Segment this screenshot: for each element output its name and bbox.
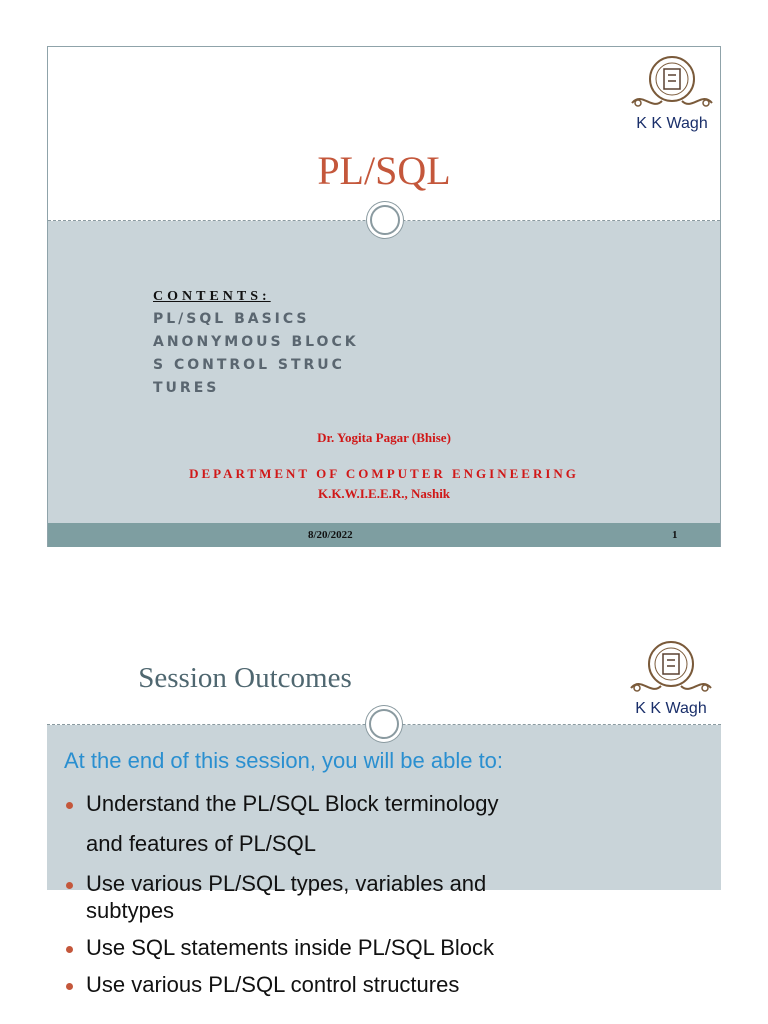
department-name: DEPARTMENT OF COMPUTER ENGINEERING <box>189 466 579 481</box>
crest-icon <box>627 636 715 700</box>
bullet-dot-icon <box>66 983 73 990</box>
bullet-dot-icon <box>66 882 73 889</box>
contents-list <box>153 285 359 400</box>
list-item-line: Use various PL/SQL control structures <box>86 972 460 997</box>
slide-title: Session Outcomes <box>138 662 352 694</box>
list-item-line: and features of PL/SQL <box>86 831 316 856</box>
author-name: Dr. Yogita Pagar (Bhise) <box>317 430 451 445</box>
college-logo <box>628 51 716 133</box>
divider-ring-icon <box>370 205 400 235</box>
logo-text: K K Wagh <box>636 115 708 132</box>
slide-title: PL/SQL <box>317 148 451 193</box>
slide-date: 8/20/2022 <box>308 529 353 541</box>
list-item-line: Use various PL/SQL types, variables and <box>86 871 487 896</box>
list-item <box>64 971 704 998</box>
bullet-dot-icon <box>66 946 73 953</box>
divider-ring-icon <box>369 709 399 739</box>
outcomes-list <box>64 790 704 998</box>
slide-page-number: 1 <box>672 529 678 541</box>
contents-line: PL/SQL BASICS <box>153 311 310 327</box>
slide-1-header-area <box>48 47 720 220</box>
list-item <box>64 790 704 857</box>
slide-1-footer-bar <box>48 523 720 547</box>
list-item-line: Understand the PL/SQL Block terminology <box>86 791 499 816</box>
slide-1 <box>47 46 721 547</box>
college-logo <box>627 636 715 718</box>
institute-name: K.K.W.I.E.E.R., Nashik <box>317 486 451 501</box>
list-item-line: Use SQL statements inside PL/SQL Block <box>86 935 494 960</box>
list-item-line: subtypes <box>86 898 175 923</box>
contents-line: S CONTROL STRUC <box>153 357 345 373</box>
list-item <box>64 870 704 924</box>
crest-icon <box>628 51 716 115</box>
lead-sentence: At the end of this session, you will be able to: <box>64 748 504 773</box>
contents-line: ANONYMOUS BLOCK <box>153 334 359 350</box>
list-item <box>64 934 704 961</box>
contents-heading: CONTENTS: <box>153 289 271 304</box>
contents-line: TURES <box>153 380 220 396</box>
logo-text: K K Wagh <box>635 700 707 717</box>
bullet-dot-icon <box>66 802 73 809</box>
